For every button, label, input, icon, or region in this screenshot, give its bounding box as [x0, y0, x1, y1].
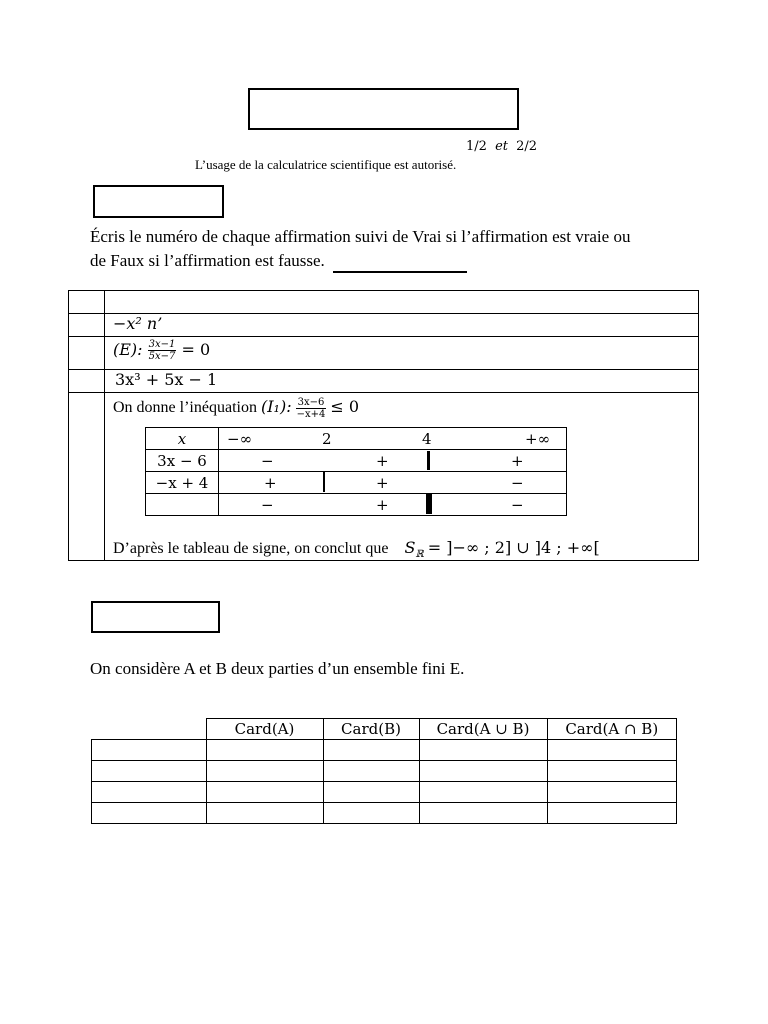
row1-sign-2: + [376, 452, 389, 470]
table-cell [206, 782, 323, 803]
table-cell [323, 803, 419, 824]
sign-table-bar-row3 [426, 494, 432, 514]
table-cell [547, 740, 677, 761]
sign-table-row [146, 450, 567, 472]
header-values [219, 428, 567, 450]
row2-numerator: 3x−1 [148, 339, 176, 350]
header-empty [92, 719, 207, 740]
row2-label: −x + 4 [146, 472, 219, 494]
instruction-line2-text: de Faux si l’affirmation est fausse. [90, 251, 325, 270]
row3-sign-1: − [261, 496, 274, 514]
row3-label [146, 494, 219, 516]
cardinal-table [91, 718, 677, 824]
table-cell [92, 782, 207, 803]
table-cell [547, 782, 677, 803]
exercise2-statement: On considère A et B deux parties d’un ensemble fini E. [90, 659, 465, 678]
sign-table-bar-row2 [323, 472, 325, 492]
exercise1-instruction-line1: Écris le numéro de chaque affirmation suivi de Vrai si l’affirmation est vraie ou [90, 227, 631, 246]
answer-blank [333, 251, 467, 273]
row4-fraction [296, 397, 327, 420]
row3-signs [219, 494, 567, 516]
table-row [69, 291, 699, 314]
header-card-intersection: Card(A ∩ B) [547, 719, 677, 740]
table-row [92, 740, 677, 761]
number-cell [69, 370, 105, 393]
row2-rhs: = 0 [181, 340, 211, 359]
solution-symbol [404, 538, 424, 561]
row3-sign-3: − [511, 496, 524, 514]
table-cell [92, 740, 207, 761]
table-cell [547, 803, 677, 824]
exercise2-box [91, 601, 220, 633]
table-cell [206, 761, 323, 782]
table-row [92, 782, 677, 803]
header-four: 4 [422, 430, 432, 448]
row2-lhs: (E): [113, 340, 143, 359]
row4-denominator: −x+4 [296, 409, 326, 420]
table-cell [419, 782, 547, 803]
row1-label: 3x − 6 [146, 450, 219, 472]
row2-sign-3: − [511, 474, 524, 492]
table-cell [92, 761, 207, 782]
row2-signs [219, 472, 567, 494]
row2-fraction [148, 339, 177, 362]
cardinal-table-header-row [92, 719, 677, 740]
row1-sign-3: + [511, 452, 524, 470]
header-x: x [146, 428, 219, 450]
affirmation-cell [105, 314, 699, 337]
number-cell [69, 393, 105, 561]
header-card-b: Card(B) [323, 719, 419, 740]
calculator-note: L’usage de la calculatrice scientifique est autorisé. [195, 157, 457, 172]
table-cell [419, 803, 547, 824]
row1-signs [219, 450, 567, 472]
solution-subscript: ℝ [415, 549, 424, 561]
row2-sign-2: + [376, 474, 389, 492]
header-minus-inf: −∞ [227, 430, 253, 448]
table-cell [323, 761, 419, 782]
row2-denominator: 5x−7 [148, 351, 176, 362]
affirmations-table [68, 290, 699, 561]
page-marker-left: 1/2 [466, 139, 487, 154]
number-cell [69, 291, 105, 314]
affirmation-cell [105, 370, 699, 393]
row2-sign-1: + [264, 474, 277, 492]
row4-conclusion [113, 538, 600, 560]
title-box [248, 88, 519, 130]
row4-intro: On donne l’inéquation [113, 399, 257, 417]
row2-equation [113, 339, 698, 362]
row4-relation: ≤ 0 [330, 397, 360, 417]
sign-table [145, 427, 567, 516]
sign-table-row [146, 472, 567, 494]
table-cell [206, 740, 323, 761]
row4-ineq-label: (I₁): [260, 397, 292, 417]
table-cell [419, 740, 547, 761]
number-cell [69, 314, 105, 337]
row3-expr: 3x³ + 5x − 1 [115, 370, 218, 389]
page-marker-mid: et [495, 139, 508, 154]
sign-table-bar-row1 [427, 451, 430, 470]
solution-letter: S [404, 538, 416, 557]
header-card-a: Card(A) [206, 719, 323, 740]
affirmation-cell [105, 337, 699, 370]
exercise1-instruction-line2 [90, 251, 467, 273]
table-row [92, 761, 677, 782]
table-row [69, 337, 699, 370]
table-cell [206, 803, 323, 824]
sign-table-row [146, 494, 567, 516]
header-plus-inf: +∞ [525, 430, 551, 448]
solution-set: = ]−∞ ; 2] ∪ ]4 ; +∞[ [427, 538, 600, 557]
number-cell [69, 337, 105, 370]
table-row [69, 314, 699, 337]
header-two: 2 [322, 430, 332, 448]
row4-numerator: 3x−6 [296, 397, 327, 409]
header-card-union: Card(A ∪ B) [419, 719, 547, 740]
table-cell [419, 761, 547, 782]
page-marker-right: 2/2 [516, 139, 538, 154]
row4-intro-line [113, 397, 698, 420]
table-cell [92, 803, 207, 824]
table-row [92, 803, 677, 824]
affirmation-cell [105, 291, 699, 314]
table-row [69, 370, 699, 393]
table-cell [323, 782, 419, 803]
conclusion-text: D’après le tableau de signe, on conclut que [113, 540, 389, 557]
row1-expr: −x² n’ [113, 314, 163, 333]
page-marker [466, 139, 537, 154]
table-cell [323, 740, 419, 761]
exercise1-box [93, 185, 224, 218]
row1-sign-1: − [261, 452, 274, 470]
row3-sign-2: + [376, 496, 389, 514]
table-cell [547, 761, 677, 782]
sign-table-header-row [146, 428, 567, 450]
